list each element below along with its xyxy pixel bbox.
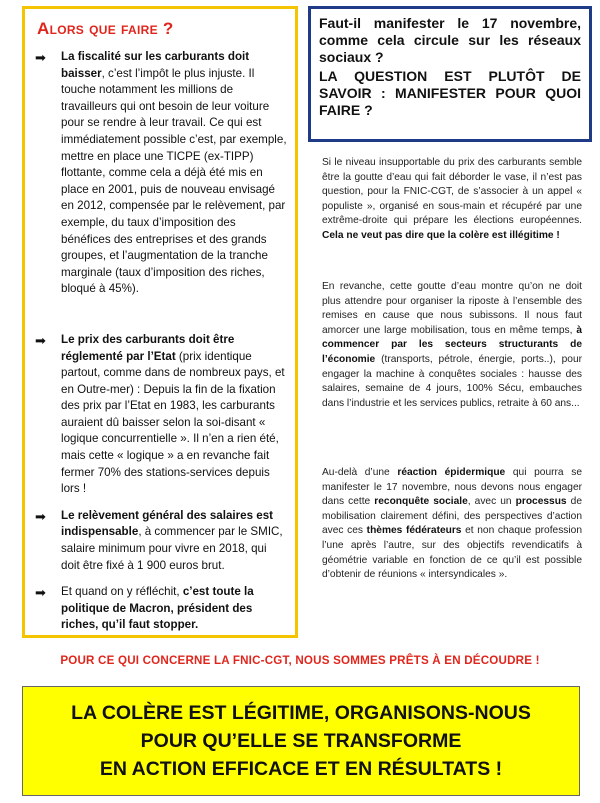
list-item	[35, 584, 287, 634]
yellow-banner	[22, 686, 580, 796]
arrow-right-icon: ➡	[35, 508, 46, 524]
arrow-right-icon: ➡	[35, 50, 46, 65]
left-title: Alors que faire ?	[37, 19, 174, 38]
item-bold: Le prix des carburants doit être réglementé par l’Etat	[61, 332, 235, 363]
banner-line-2: POUR QU’ELLE SE TRANSFORME	[140, 730, 462, 752]
question-upper: LA QUESTION EST PLUTÔT DE SAVOIR : MANIFESTER POUR QUOI FAIRE ?	[319, 68, 581, 118]
question-box	[308, 6, 592, 142]
item-bold: c’est toute la politique de Macron, président des riches, qu’il faut stopper.	[61, 585, 254, 632]
item-text: , c’est l’impôt le plus injuste. Il touche notamment les millions de travailleurs qui ont besoin de leur voiture pour se rendre à leur travail. Ce qui est immédiatement possible c’est, par exemple, mettre en place une TICPE (ex-TIPP) flottante, comme cela a déjà été mis en place en 2001, puis de nouveau envisagé en 2012, compensée par le relèvement, par exemple, du taux d’imposition des bénéfices des entreprises et des grands groupes, et l’augmentation de la tranche marginale (taux d’imposition des riches, bloqué à 45%).	[61, 66, 287, 296]
item-bold: Le relèvement général des salaires est indispensable	[61, 508, 274, 539]
list-item	[35, 332, 287, 498]
item-text: Et quand on y réfléchit,	[61, 585, 183, 599]
item-text: (prix identique partout, comme dans de nombreux pays, et en Outre-mer) : Depuis la fin de la fixation des prix par l’Etat en 1983, les carburants auraient dû baisser selon la soi-disant « logique concurrentielle ». Il n’en a rien été, mais cette « logique » a en revanche fait fermer 70% des stations-services depuis lors !	[61, 349, 285, 496]
paragraph-3: Au-delà d’une réaction épidermique qui pourra se manifester le 17 novembre, nous devons nous engager dans cette reconquête sociale, avec un processus de mobilisation clairement défini, des perspectives d’action avec ces thèmes fédérateurs et non chaque profession l’une après l’autre, sur des objectifs revendicatifs à géométrie variable en fonction de ce qu’il est possible d’obtenir de réunions « intersyndicales ».	[322, 467, 583, 581]
left-box	[22, 6, 298, 638]
arrow-right-icon: ➡	[35, 332, 46, 348]
paragraph-2: En revanche, cette goutte d’eau montre qu’on ne doit plus attendre pour organiser la riposte à l’ensemble des remises en cause que nous subissons. Il nous faut amorcer une large mobilisation, tous en même temps, à commencer par les secteurs structurants de l’économie (transports, pétrole, énergie, ports..), pour engager la machine à conquêtes sociales : hausse des salaires, semaine de 4 jours, 100% Sécu, embauches dans l’industrie et les services publics, retraite à 60 ans...	[322, 281, 582, 409]
item-text: , à commencer par le SMIC, salaire minimum pour vivre en 2018, qui doit être fixé à 1 900 euros brut.	[61, 525, 283, 572]
banner-line-1: LA COLÈRE EST LÉGITIME, ORGANISONS-NOUS	[71, 702, 531, 724]
red-statement: POUR CE QUI CONCERNE LA FNIC-CGT, NOUS SOMMES PRÊTS À EN DÉCOUDRE !	[60, 654, 540, 667]
item-bold: La fiscalité sur les carburants doit baisser	[61, 50, 250, 80]
list-item	[35, 508, 287, 574]
paragraph-1: Si le niveau insupportable du prix des carburants semble être la goutte d’eau qui fait déborder le vase, il n’est pas question, pour la FNIC-CGT, de s’associer à un appel « populiste », organisé en sous-main et récupéré par une extrême-droite qui prépare les élections européennes. Cela ne veut pas dire que la colère est illégitime !	[322, 157, 582, 241]
list-item	[35, 49, 287, 298]
question-text: Faut-il manifester le 17 novembre, comme cela circule sur les réseaux sociaux ?	[319, 15, 581, 65]
banner-line-3: EN ACTION EFFICACE ET EN RÉSULTATS !	[99, 758, 503, 780]
arrow-right-icon: ➡	[35, 585, 46, 601]
